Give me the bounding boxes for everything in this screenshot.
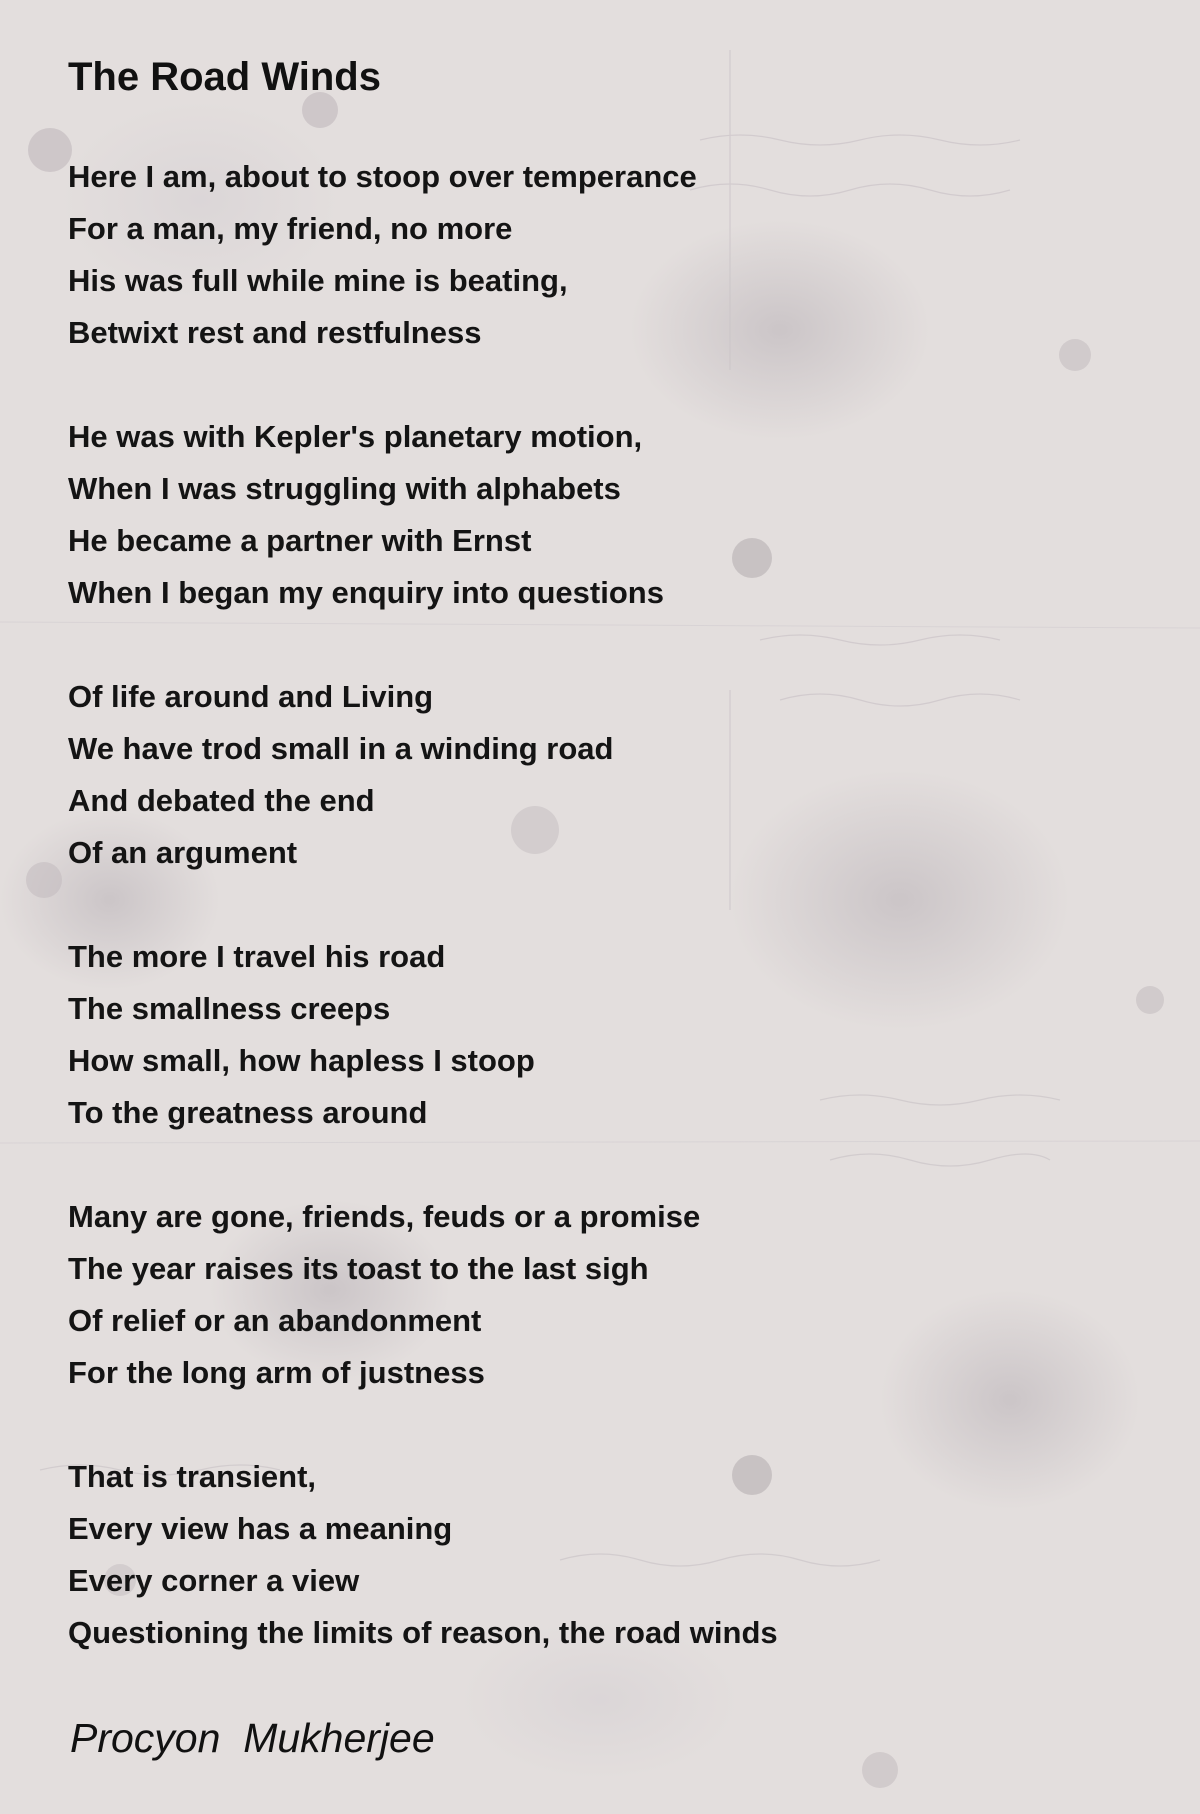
poem-line: He became a partner with Ernst — [68, 523, 532, 558]
poem-line: For a man, my friend, no more — [68, 211, 513, 246]
poem-line: How small, how hapless I stoop — [68, 1043, 535, 1078]
poem-line: Here I am, about to stoop over temperance — [68, 159, 697, 194]
poem-line: The year raises its toast to the last sigh — [68, 1251, 649, 1286]
stanza-1 — [68, 151, 1128, 359]
stanza-5 — [68, 1191, 1128, 1399]
poem-line: Of an argument — [68, 835, 298, 870]
poem-line: He was with Kepler's planetary motion, — [68, 419, 643, 454]
poem-line: His was full while mine is beating, — [68, 263, 568, 298]
stanza-4 — [68, 931, 1128, 1139]
poem-line: That is transient, — [68, 1459, 317, 1494]
poem-line: Every view has a meaning — [68, 1511, 453, 1546]
poem-container — [68, 44, 1128, 1711]
stanza-3 — [68, 671, 1128, 879]
poem-line: And debated the end — [68, 783, 375, 818]
poem-line: When I was struggling with alphabets — [68, 471, 621, 506]
poem-body — [68, 151, 1128, 1659]
poem-title: The Road Winds — [68, 55, 381, 99]
poem-line: Betwixt rest and restfulness — [68, 315, 482, 350]
poem-line: The more I travel his road — [68, 939, 446, 974]
poem-line: We have trod small in a winding road — [68, 731, 614, 766]
poem-line: When I began my enquiry into questions — [68, 575, 664, 610]
stanza-2 — [68, 411, 1128, 619]
poem-line: To the greatness around — [68, 1095, 428, 1130]
poem-author: Procyon Mukherjee — [70, 1715, 435, 1761]
poem-line: Every corner a view — [68, 1563, 360, 1598]
poem-line: For the long arm of justness — [68, 1355, 485, 1390]
poem-line: Many are gone, friends, feuds or a promise — [68, 1199, 701, 1234]
poem-line: Of relief or an abandonment — [68, 1303, 482, 1338]
poem-line: Of life around and Living — [68, 679, 434, 714]
poem-line: The smallness creeps — [68, 991, 391, 1026]
stanza-6 — [68, 1451, 1128, 1659]
poem-line: Questioning the limits of reason, the road winds — [68, 1615, 778, 1650]
